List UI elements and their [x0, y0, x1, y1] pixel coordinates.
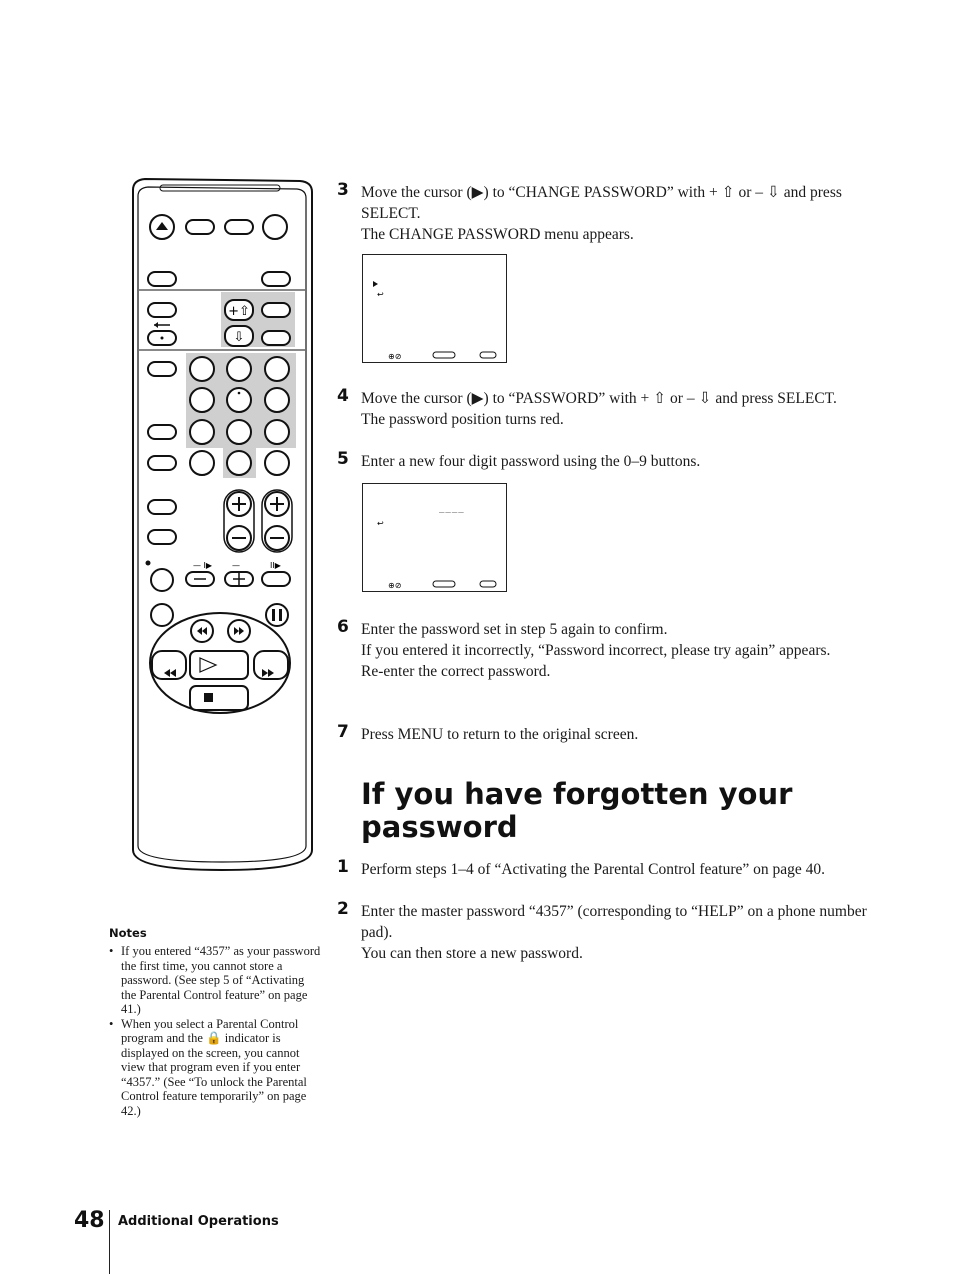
svg-text:—: —	[232, 561, 240, 570]
step-4-text	[361, 388, 901, 430]
step-number-2: 2	[337, 899, 349, 919]
svg-text:II▶: II▶	[270, 561, 281, 570]
step-4-line: The password position turns red.	[361, 411, 564, 428]
svg-text:+⇧: +⇧	[228, 304, 250, 319]
step-6-line: Enter the password set in step 5 again to confirm.	[361, 621, 668, 638]
step-2-line: You can then store a new password.	[361, 945, 583, 962]
step-3-text	[361, 182, 901, 245]
screen-graphic	[363, 484, 505, 590]
step-6-text	[361, 619, 851, 682]
step-5-line: Enter a new four digit password using the 0–9 buttons.	[361, 453, 701, 470]
svg-text:⊕⊘: ⊕⊘	[388, 581, 402, 590]
svg-text:— I▶: — I▶	[193, 561, 213, 570]
change-password-menu-screen	[362, 254, 507, 363]
notes-list	[109, 944, 321, 1118]
step-1-text	[361, 859, 901, 880]
step-number-7: 7	[337, 722, 349, 742]
notes-box	[109, 926, 321, 1118]
step-number-6: 6	[337, 617, 349, 637]
remote-control-illustration	[120, 170, 325, 875]
password-entry-screen	[362, 483, 507, 592]
step-6-line: Re-enter the correct password.	[361, 663, 551, 680]
section-heading: If you have forgotten your password	[361, 777, 793, 844]
notes-title: Notes	[109, 926, 147, 940]
screen-graphic	[363, 255, 505, 361]
password-placeholder-dashes: ____	[439, 504, 465, 514]
page-number: 48	[74, 1208, 105, 1233]
step-2-text	[361, 901, 901, 964]
step-7-line: Press MENU to return to the original screen.	[361, 726, 639, 743]
step-number-3: 3	[337, 180, 349, 200]
footer-divider	[109, 1210, 110, 1274]
note-item: • If you entered “4357” as your password the first time, you cannot store a password. (See step 5 of “Activating the Parental Control feature” on page 41.)	[109, 944, 321, 1017]
step-7-text	[361, 724, 901, 745]
svg-text:⇩: ⇩	[233, 330, 245, 345]
svg-text:↩: ↩	[377, 519, 384, 528]
step-2-line: Enter the master password “4357” (corresponding to “HELP” on a phone number pad).	[361, 903, 867, 941]
step-1-line: Perform steps 1–4 of “Activating the Parental Control feature” on page 40.	[361, 861, 826, 878]
step-number-4: 4	[337, 386, 349, 406]
step-4-line: Move the cursor (▶) to “PASSWORD” with + ⇧ or – ⇩ and press SELECT.	[361, 390, 837, 407]
footer-section-title: Additional Operations	[118, 1214, 279, 1229]
step-3-line: Move the cursor (▶) to “CHANGE PASSWORD” with + ⇧ or – ⇩ and press SELECT.	[361, 184, 842, 222]
step-number-1: 1	[337, 857, 349, 877]
step-number-5: 5	[337, 449, 349, 469]
step-5-text	[361, 451, 901, 472]
svg-text:↩: ↩	[377, 290, 384, 299]
step-3-line: The CHANGE PASSWORD menu appears.	[361, 226, 634, 243]
note-item: • When you select a Parental Control program and the 🔒 indicator is displayed on the screen, you cannot view that program even if you enter “4357.” (See “To unlock the Parental Control feature temporarily” on page 42.)	[109, 1017, 321, 1119]
step-6-line: If you entered it incorrectly, “Password incorrect, please try again” appears.	[361, 642, 831, 659]
svg-text:⊕⊘: ⊕⊘	[388, 352, 402, 361]
